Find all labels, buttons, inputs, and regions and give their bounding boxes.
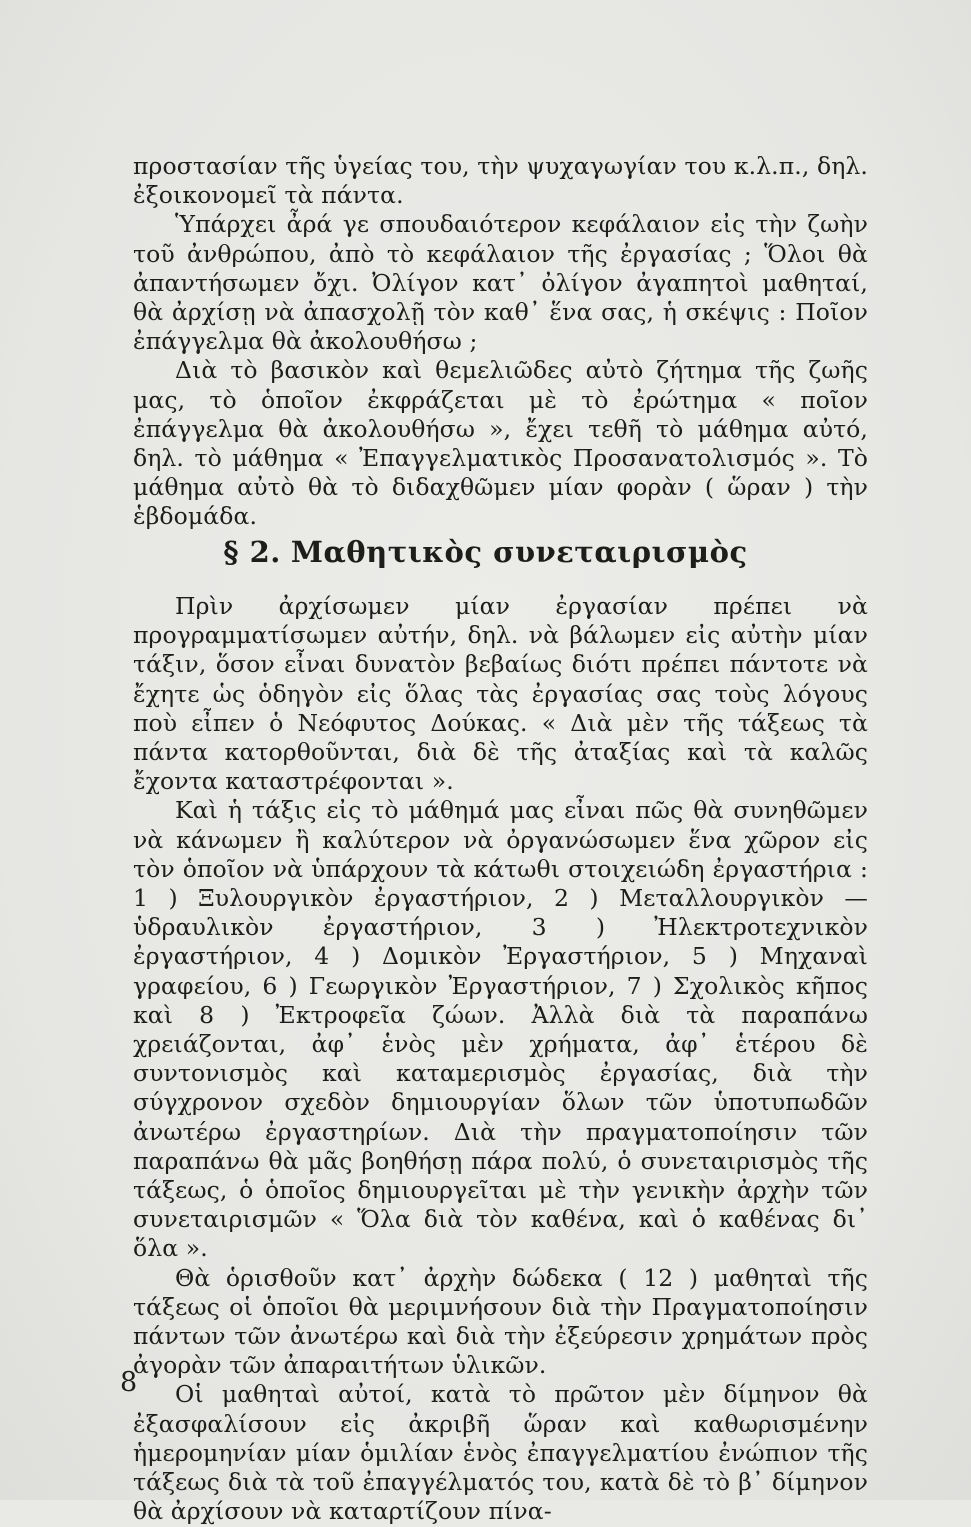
paragraph-twelve-students: Θὰ ὁρισθοῦν κατ᾿ ἀρχὴν δώδεκα ( 12 ) μαθηταὶ τῆς τάξεως οἱ ὁποῖοι θὰ μεριμνήσουν διὰ τὴν Πραγματοποίησιν πάντων τῶν ἀνωτέρω καὶ διὰ τὴν ἐξεύρεσιν χρημάτων πρὸς ἀγορὰν τῶν ἀπαραιτήτων ὑλικῶν. [133,1263,868,1380]
paragraph-continuation: προστασίαν τῆς ὑγείας του, τὴν ψυχαγωγίαν του κ.λ.π., δηλ. ἐξοικονομεῖ τὰ πάντα. [133,152,868,210]
paragraph-planning: Πρὶν ἀρχίσωμεν μίαν ἐργασίαν πρέπει νὰ προγραμματίσωμεν αὐτήν, δηλ. νὰ βάλωμεν εἰς αὐτὴν μίαν τάξιν, ὅσον εἶναι δυνατὸν βεβαίως διότι πρέπει πάντοτε νὰ ἔχητε ὡς ὁδηγὸν εἰς ὅλας τὰς ἐργασίας σας τοὺς λόγους ποὺ εἶπεν ὁ Νεόφυτος Δούκας. « Διὰ μὲν τῆς τάξεως τὰ πάντα κατορθοῦνται, διὰ δὲ τῆς ἀταξίας καὶ τὰ καλῶς ἔχοντα καταστρέφονται ». [133,592,868,796]
bottom-text-block [133,592,868,1527]
section-title: Μαθητικὸς συνεταιρισμὸς [290,535,748,569]
paragraph-first-bimester: Οἱ μαθηταὶ αὐτοί, κατὰ τὸ πρῶτον μὲν δίμηνον θὰ ἐξασφαλίσουν εἰς ἀκριβῆ ὥραν καὶ καθωρισμένην ἡμερομηνίαν μίαν ὁμιλίαν ἑνὸς ἐπαγγελματίου ἐνώπιον τῆς τάξεως διὰ τὰ τοῦ ἐπαγγέλματός του, κατὰ δὲ τὸ β᾿ δίμηνον θὰ ἀρχίσουν νὰ καταρτίζουν πίνα- [133,1380,868,1526]
paragraph-vocational-orientation: Διὰ τὸ βασικὸν καὶ θεμελιῶδες αὐτὸ ζήτημα τῆς ζωῆς μας, τὸ ὁποῖον ἐκφράζεται μὲ τὸ ἐρώτημα « ποῖον ἐπάγγελμα θὰ ἀκολουθήσω », ἔχει τεθῆ τὸ μάθημα αὐτό, δηλ. τὸ μάθημα « Ἐπαγγελματικὸς Προσανατολισμός ». Τὸ μάθημα αὐτὸ θὰ τὸ διδαχθῶμεν μίαν φορὰν ( ὥραν ) τὴν ἑβδομάδα. [133,356,868,531]
section-number: § 2. [223,535,281,569]
top-text-block [133,152,868,532]
paragraph-work-capital: Ὑπάρχει ἆρά γε σπουδαιότερον κεφάλαιον εἰς τὴν ζωὴν τοῦ ἀνθρώπου, ἀπὸ τὸ κεφάλαιον τῆς ἐργασίας ; Ὅλοι θὰ ἀπαντήσωμεν ὄχι. Ὀλίγον κατ᾿ ὀλίγον ἀγαπητοὶ μαθηταί, θὰ ἀρχίσῃ νὰ ἀπασχολῇ τὸν καθ᾿ ἕνα σας, ἡ σκέψις : Ποῖον ἐπάγγελμα θὰ ἀκολουθήσω ; [133,210,868,356]
paragraph-workshops: Καὶ ἡ τάξις εἰς τὸ μάθημά μας εἶναι πῶς θὰ συνηθῶμεν νὰ κάνωμεν ἢ καλύτερον νὰ ὀργανώσωμεν ἕνα χῶρον εἰς τὸν ὁποῖον νὰ ὑπάρχουν τὰ κάτωθι στοιχειώδη ἐργαστήρια : 1 ) Ξυλουργικὸν ἐργαστήριον, 2 ) Μεταλλουργικὸν — ὑδραυλικὸν ἐργαστήριον, 3 ) Ἠλεκτροτεχνικὸν ἐργαστήριον, 4 ) Δομικὸν Ἐργαστήριον, 5 ) Μηχαναὶ γραφείου, 6 ) Γεωργικὸν Ἐργαστήριον, 7 ) Σχολικὸς κῆπος καὶ 8 ) Ἐκτροφεῖα ζώων. Ἀλλὰ διὰ τὰ παραπάνω χρειάζονται, ἀφ᾿ ἑνὸς μὲν χρήματα, ἀφ᾿ ἑτέρου δὲ συντονισμὸς καὶ καταμερισμὸς ἐργασίας, διὰ τὴν σύγχρονον σχεδὸν δημιουργίαν ὅλων τῶν ὑποτυπωδῶν ἀνωτέρω ἐργαστηρίων. Διὰ τὴν πραγματοποίησιν τῶν παραπάνω θὰ μᾶς βοηθήσῃ πάρα πολύ, ὁ συνεταιρισμὸς τῆς τάξεως, ὁ ὁποῖος δημιουργεῖται μὲ τὴν γενικὴν ἀρχὴν τῶν συνεταιρισμῶν « Ὅλα διὰ τὸν καθένα, καὶ ὁ καθένας δι᾿ ὅλα ». [133,796,868,1263]
page-number: 8 [120,1367,138,1398]
section-heading [0,534,971,570]
